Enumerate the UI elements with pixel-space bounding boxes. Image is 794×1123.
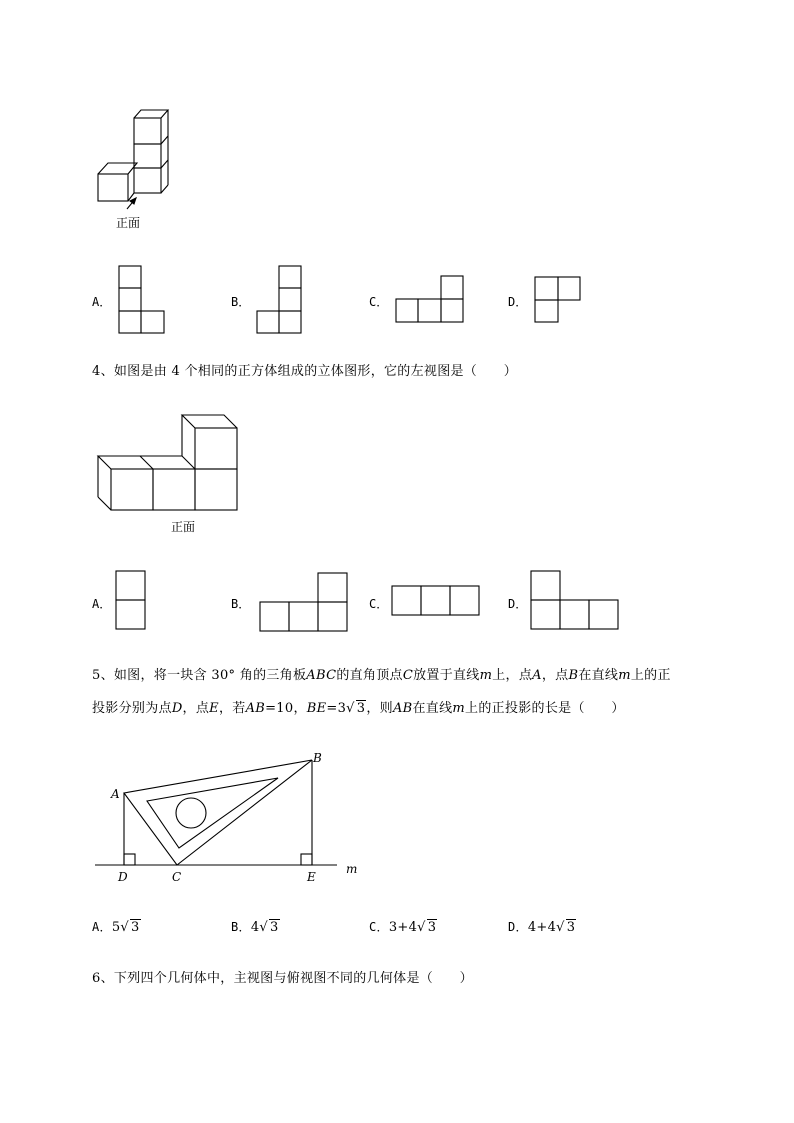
q5-option-d-sqrt: √ 3 bbox=[556, 920, 576, 935]
q4-figure-caption: 正面 bbox=[171, 520, 196, 534]
q4-option-d-figure bbox=[531, 571, 631, 641]
q3-option-b-label: B． bbox=[231, 295, 251, 309]
q5-text: ，点 bbox=[541, 668, 569, 683]
circle-hole bbox=[176, 798, 206, 828]
q5-text: 上的正 bbox=[630, 668, 671, 683]
q3-option-d-label: D． bbox=[508, 295, 528, 309]
q5-var-ab: AB bbox=[245, 701, 266, 716]
q5-text: 在直线 bbox=[412, 701, 453, 716]
q5-var-b: B bbox=[568, 668, 579, 683]
label-b: B bbox=[313, 751, 322, 765]
q5-triangle-figure bbox=[95, 750, 375, 890]
q5-option-b-letter: B． bbox=[231, 920, 251, 934]
q4-option-b-figure bbox=[260, 573, 360, 643]
q3-option-a-label: A． bbox=[92, 295, 112, 309]
q5-option-d-coef: 4+4 bbox=[527, 920, 557, 935]
q5-option-a-sqrt: √ 3 bbox=[120, 920, 140, 935]
q5-stem-line1 bbox=[92, 664, 671, 683]
q5-option-c-coef: 3+4 bbox=[388, 920, 418, 935]
q5-number: 5、 bbox=[92, 668, 114, 683]
q3-figure-caption: 正面 bbox=[116, 216, 141, 230]
q5-option-d bbox=[508, 918, 576, 935]
q5-option-d-letter: D． bbox=[508, 920, 528, 934]
q5-var-m: m bbox=[479, 668, 493, 683]
q5-text: ，点 bbox=[182, 701, 210, 716]
q5-option-b bbox=[231, 918, 280, 935]
q5-var-m: m bbox=[618, 668, 631, 683]
q5-var-abc: ABC bbox=[306, 668, 337, 683]
q5-text: 放置于直线 bbox=[413, 668, 480, 683]
q5-option-b-radicand: 3 bbox=[270, 920, 279, 935]
q5-option-a bbox=[92, 918, 141, 935]
q3-option-c-label: C． bbox=[369, 295, 389, 309]
q4-option-a-figure bbox=[116, 571, 156, 641]
q4-cube-figure bbox=[97, 414, 247, 524]
label-c: C bbox=[172, 870, 182, 884]
q5-option-c-letter: C． bbox=[369, 920, 389, 934]
q5-text: =10， bbox=[265, 701, 307, 716]
q5-option-c-radicand: 3 bbox=[427, 920, 437, 935]
q5-option-c-sqrt: √ 3 bbox=[417, 920, 437, 935]
label-m: m bbox=[346, 862, 358, 876]
q3-option-b-figure bbox=[257, 266, 307, 336]
q4-option-c-figure bbox=[392, 586, 492, 626]
q5-text: 在直线 bbox=[578, 668, 619, 683]
q5-option-a-letter: A． bbox=[92, 920, 112, 934]
q4-option-c-label: C． bbox=[369, 597, 389, 611]
q3-option-c-figure bbox=[396, 276, 466, 326]
q4-option-a-label: A． bbox=[92, 597, 112, 611]
q5-sqrt-radicand: 3 bbox=[356, 701, 366, 716]
q5-text: 上，点 bbox=[492, 668, 533, 683]
q3-front-arrow bbox=[124, 195, 144, 215]
label-d: D bbox=[118, 870, 128, 884]
q5-option-c bbox=[369, 918, 437, 935]
q4-stem-text: 如图是由 4 个相同的正方体组成的立体图形，它的左视图是（ ） bbox=[113, 364, 518, 379]
q4-option-d-label: D． bbox=[508, 597, 528, 611]
q5-option-a-coef: 5 bbox=[111, 920, 121, 935]
q4-stem bbox=[92, 360, 517, 379]
q5-text: 的直角顶点 bbox=[336, 668, 403, 683]
q5-option-b-coef: 4 bbox=[250, 920, 260, 935]
q5-option-a-radicand: 3 bbox=[131, 920, 140, 935]
q5-option-b-sqrt: √ 3 bbox=[259, 920, 279, 935]
q3-option-a-figure bbox=[119, 266, 169, 336]
q5-text: ，若 bbox=[218, 701, 246, 716]
q3-cube-figure bbox=[95, 103, 195, 203]
q5-text: 投影分别为点 bbox=[92, 701, 172, 716]
q5-var-be: BE bbox=[306, 701, 327, 716]
q5-var-m: m bbox=[452, 701, 466, 716]
label-e: E bbox=[307, 870, 316, 884]
q5-text: ，则 bbox=[366, 701, 393, 716]
q6-stem bbox=[92, 967, 473, 986]
q5-option-d-radicand: 3 bbox=[566, 920, 576, 935]
q4-option-b-label: B． bbox=[231, 597, 251, 611]
q5-var-d: D bbox=[171, 701, 183, 716]
q6-stem-text: 下列四个几何体中，主视图与俯视图不同的几何体是（ ） bbox=[113, 971, 473, 986]
q5-var-e: E bbox=[209, 701, 219, 716]
q5-var-a: A bbox=[532, 668, 542, 683]
q4-number: 4、 bbox=[92, 364, 114, 379]
q5-text: =3 bbox=[326, 701, 347, 716]
q6-number: 6、 bbox=[92, 971, 114, 986]
q5-sqrt: √ 3 bbox=[346, 701, 366, 716]
q5-text: 如图，将一块含 30° 角的三角板 bbox=[113, 668, 307, 683]
q5-text: 上的正投影的长是（ ） bbox=[465, 701, 625, 716]
q5-var-ab: AB bbox=[392, 701, 413, 716]
q5-var-c: C bbox=[402, 668, 414, 683]
label-a: A bbox=[111, 787, 120, 801]
q5-stem-line2 bbox=[92, 697, 625, 716]
triangle-abc bbox=[124, 760, 312, 865]
q3-option-d-figure bbox=[535, 277, 585, 327]
